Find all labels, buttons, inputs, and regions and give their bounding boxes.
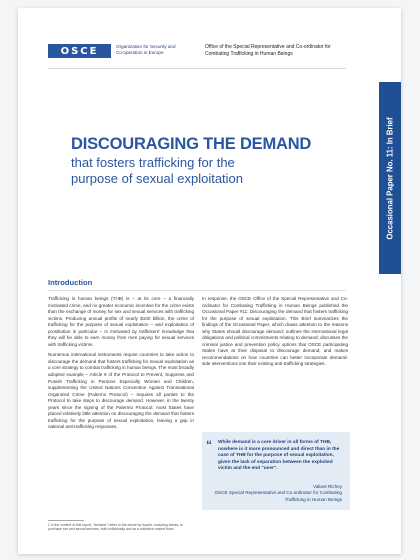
organization-name: Organization for Security and Co-operation in Europe xyxy=(116,44,176,55)
paragraph: Trafficking in human beings (THB) is – at its core – a financially motivated crime, and no greater economic incentive for the crime exists than the exchange of money for sex and sexual services with trafficking victims. Producing annual profits of nearly $100 billion, the crime of trafficking for the purpose of sexual exploitation – and exploitation of prostitution in particular – is motivated by traffickers' knowledge that they will be able to earn money from men paying for sexual services with trafficking victims. xyxy=(48,296,194,347)
document-subtitle-line-1: that fosters trafficking for the xyxy=(71,155,235,170)
document-title: DISCOURAGING THE DEMAND xyxy=(71,135,312,153)
side-tab-label: Occasional Paper No. 11: In Brief xyxy=(385,116,395,240)
pull-quote xyxy=(202,432,350,510)
paragraph: Numerous international instruments require countries to take action to discourage the demand that fosters trafficking for sexual exploitation as a core strategy to combat trafficking in human beings. The most broadly adopted example – Article 9 of the Protocol to Prevent, Suppress and Punish Trafficking in Persons Especially Women and Children, supplementing the United Nations Convention Against Transnational Organized Crime (Palermo Protocol) – requires all parties to the Protocol to take steps to discourage demand. However, in the twenty years since the signing of the Palermo Protocol, most States have placed relatively little attention on discouraging the demand that fosters trafficking for the purpose of sexual exploitation, leaving a gap in national anti-trafficking responses. xyxy=(48,352,194,430)
left-column xyxy=(48,296,194,435)
quote-text: While demand is a core driver in all forms of THB, nowhere is it more pronounced and direct than in the case of THB for the purpose of sexual exploitation, given the lack of separation between the exploited victim and the end "user". xyxy=(218,440,340,472)
side-tab xyxy=(379,82,401,274)
right-column xyxy=(202,296,348,372)
office-name: Office of the Special Representative and Co-ordinator for Combating Trafficking in Human Beings xyxy=(205,44,331,57)
document-page xyxy=(18,8,401,554)
title-block xyxy=(71,134,361,186)
footnote: 1 In the context of this report, "demand" refers to the desire by buyers, including clients, to purchase sex and sexual services, both individually and as a collective market force. xyxy=(48,523,183,532)
quote-mark-icon: “ xyxy=(206,438,212,452)
introduction-heading: Introduction xyxy=(48,278,93,287)
osce-logo-mark: OSCE xyxy=(48,44,111,58)
osce-logo xyxy=(48,44,176,58)
introduction-divider xyxy=(48,290,346,291)
header-divider xyxy=(48,68,346,69)
quote-author-role: OSCE Special Representative and Co-ordinator for Combating Trafficking in Human Beings xyxy=(214,490,342,502)
paragraph: In response, the OSCE Office of the Special Representative and Co-ordinator for Combating Trafficking in Human Beings published the Occasional Paper #11: Discouraging the demand that fosters trafficking for the purpose of sexual exploitation. This Brief summarizes the findings of the Occasional Paper, which draws attention to the reasons why States should discourage demand; outlines the international legal obligations and political commitments relating to demand; discusses the criminal justice and prevention policy options that OSCE participating States have at their disposal to discourage demand; and makes recommendations on how countries can better incorporate demand-side interventions into their existing anti-trafficking strategies. xyxy=(202,296,348,367)
document-subtitle-line-2: purpose of sexual exploitation xyxy=(71,171,244,186)
footnote-divider xyxy=(48,520,84,521)
quote-author-name: Valiant Richey xyxy=(312,484,342,489)
quote-attribution xyxy=(212,484,342,503)
